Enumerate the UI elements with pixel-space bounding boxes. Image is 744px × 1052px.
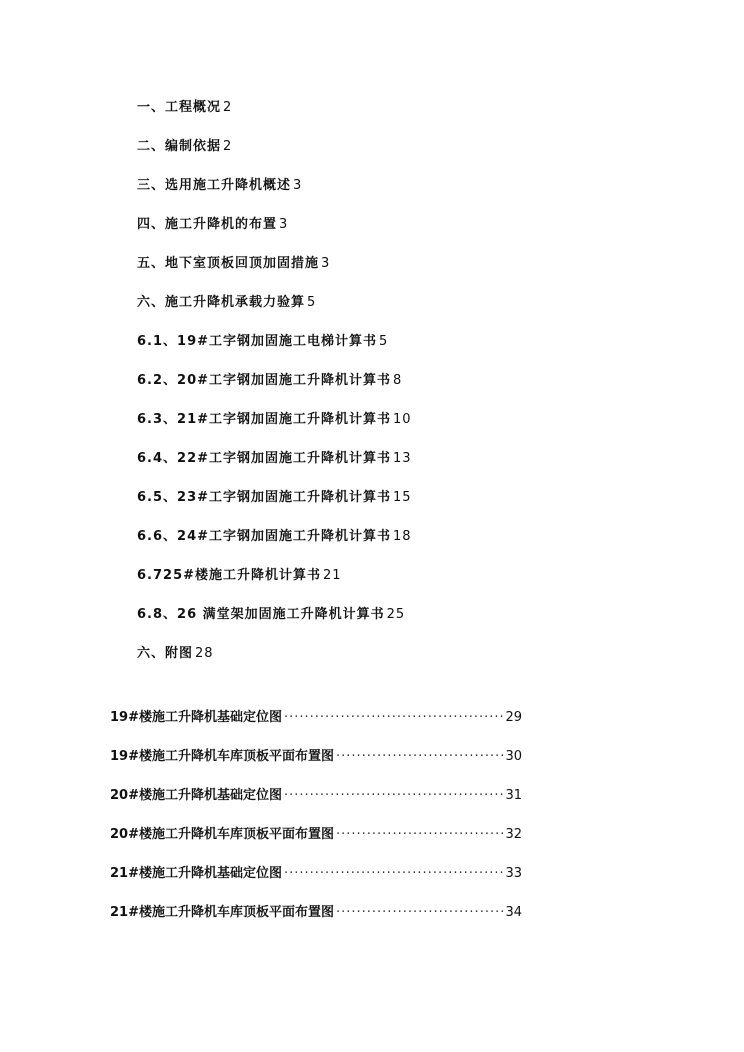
- toc-entry-page: 3: [321, 256, 331, 271]
- toc-entry[interactable]: [137, 451, 412, 467]
- figure-entry[interactable]: [110, 866, 522, 882]
- toc-entry-page: 15: [393, 490, 412, 505]
- toc-entry-page: 3: [293, 178, 303, 193]
- leader-dots: [284, 788, 503, 804]
- toc-entry-page: 2: [223, 139, 233, 154]
- figure-entry-label: 21#楼施工升降机车库顶板平面布置图: [110, 905, 334, 920]
- toc-entry-label: 6.2、20#工字钢加固施工升降机计算书: [137, 373, 392, 388]
- figure-entry-label: 19#楼施工升降机车库顶板平面布置图: [110, 749, 334, 764]
- toc-entry[interactable]: [137, 412, 412, 428]
- toc-entry-label: 6.5、23#工字钢加固施工升降机计算书: [137, 490, 392, 505]
- figure-entry[interactable]: [110, 905, 522, 921]
- toc-entry-page: 2: [223, 100, 233, 115]
- toc-entry-label: 6.6、24#工字钢加固施工升降机计算书: [137, 529, 392, 544]
- figure-entry-page: 33: [505, 866, 522, 881]
- figure-entry[interactable]: [110, 749, 522, 765]
- toc-entry[interactable]: [137, 100, 232, 116]
- toc-entry-page: 5: [379, 334, 389, 349]
- leader-dots: [284, 866, 503, 882]
- toc-entry[interactable]: [137, 646, 214, 662]
- toc-entry[interactable]: [137, 373, 402, 389]
- toc-entry[interactable]: [137, 256, 330, 272]
- toc-entry-label: 六、施工升降机承载力验算: [137, 295, 306, 310]
- toc-entry[interactable]: [137, 490, 412, 506]
- leader-dots: [336, 749, 503, 765]
- figure-entry-page: 34: [505, 905, 522, 920]
- toc-entry-label: 二、编制依据: [137, 139, 222, 154]
- figure-entry-page: 32: [505, 827, 522, 842]
- toc-entry-page: 13: [393, 451, 412, 466]
- toc-entry[interactable]: [137, 607, 405, 623]
- toc-entry-label: 6.1、19#工字钢加固施工电梯计算书: [137, 334, 378, 349]
- figure-entry-page: 31: [505, 788, 522, 803]
- toc-entry[interactable]: [137, 568, 342, 584]
- toc-entry-page: 18: [393, 529, 412, 544]
- toc-entry[interactable]: [137, 295, 316, 311]
- figure-entry-label: 19#楼施工升降机基础定位图: [110, 710, 282, 725]
- toc-entry[interactable]: [137, 529, 412, 545]
- figure-entry-page: 29: [505, 710, 522, 725]
- toc-entry[interactable]: [137, 217, 288, 233]
- toc-entry-label: 6.3、21#工字钢加固施工升降机计算书: [137, 412, 392, 427]
- leader-dots: [336, 827, 503, 843]
- toc-entry-label: 6.8、26 满堂架加固施工升降机计算书: [137, 607, 385, 622]
- toc-entry-label: 6.725#楼施工升降机计算书: [137, 568, 322, 583]
- toc-entry-page: 28: [195, 646, 214, 661]
- toc-entry-page: 21: [323, 568, 342, 583]
- toc-entry-label: 六、附图: [137, 646, 194, 661]
- toc-entry[interactable]: [137, 139, 232, 155]
- toc-entry[interactable]: [137, 178, 302, 194]
- toc-entry-page: 10: [393, 412, 412, 427]
- toc-entry-page: 5: [307, 295, 317, 310]
- toc-entry-page: 3: [279, 217, 289, 232]
- toc-entry-label: 三、选用施工升降机概述: [137, 178, 292, 193]
- figure-entry-page: 30: [505, 749, 522, 764]
- toc-entry-label: 五、地下室顶板回顶加固措施: [137, 256, 320, 271]
- toc-entry-label: 6.4、22#工字钢加固施工升降机计算书: [137, 451, 392, 466]
- leader-dots: [284, 710, 503, 726]
- figure-entry-label: 21#楼施工升降机基础定位图: [110, 866, 282, 881]
- toc-entry-page: 8: [393, 373, 403, 388]
- figure-entry-label: 20#楼施工升降机基础定位图: [110, 788, 282, 803]
- figure-entry[interactable]: [110, 827, 522, 843]
- figure-entry[interactable]: [110, 710, 522, 726]
- toc-entry[interactable]: [137, 334, 388, 350]
- figure-entry[interactable]: [110, 788, 522, 804]
- toc-entry-label: 一、工程概况: [137, 100, 222, 115]
- figure-entry-label: 20#楼施工升降机车库顶板平面布置图: [110, 827, 334, 842]
- leader-dots: [336, 905, 503, 921]
- toc-entry-label: 四、施工升降机的布置: [137, 217, 278, 232]
- toc-entry-page: 25: [386, 607, 406, 622]
